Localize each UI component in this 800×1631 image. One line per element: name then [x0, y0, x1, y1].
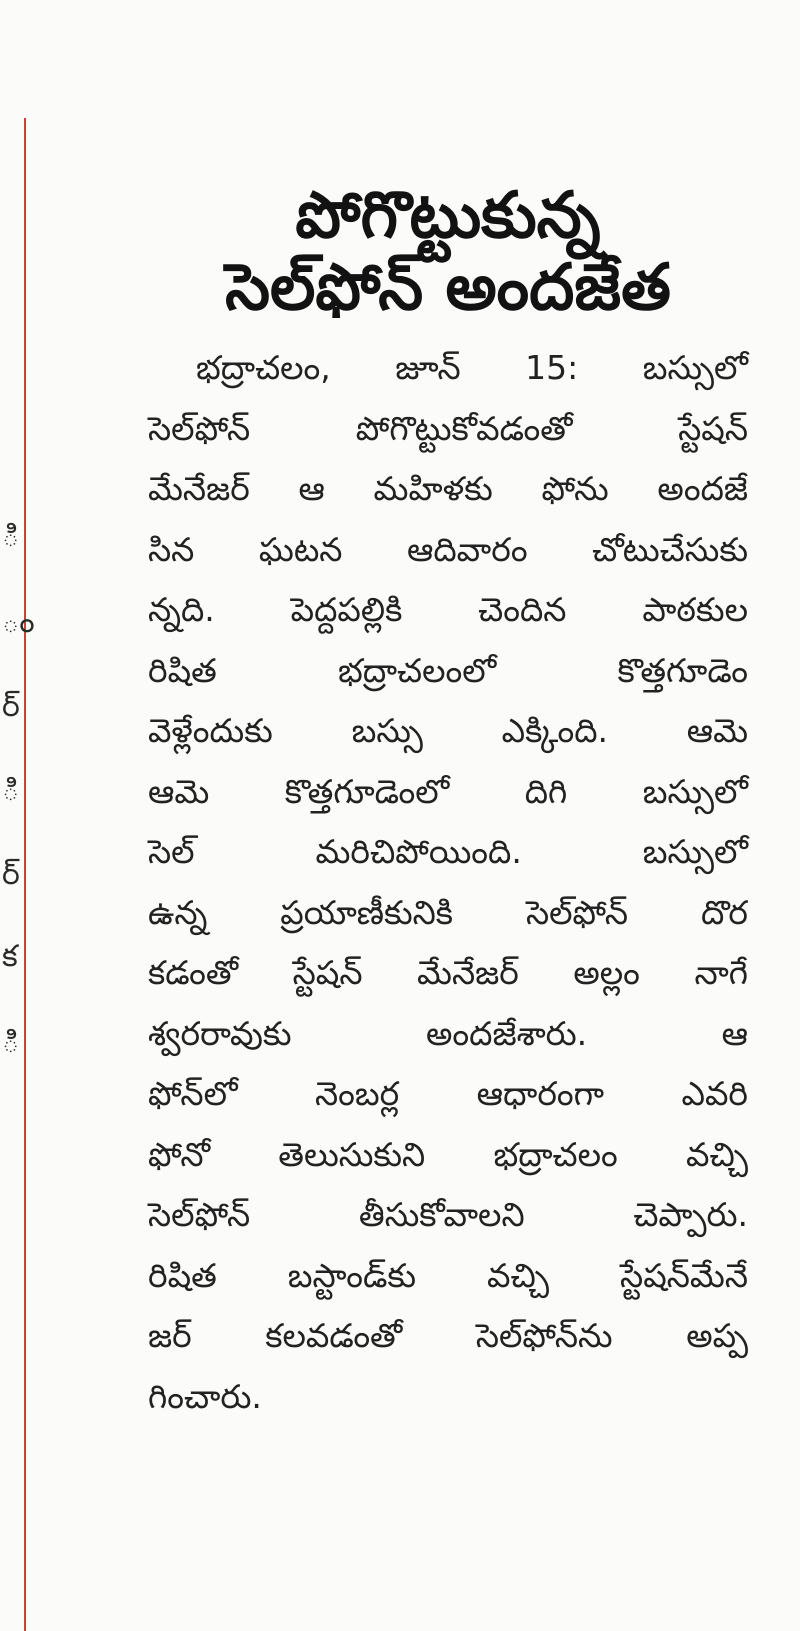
body-line: రిషిత భద్రాచలంలో కొత్తగూడెం	[148, 650, 748, 690]
body-line: కడంతో స్టేషన్‌ మేనేజర్‌ అల్లం నాగే	[148, 953, 748, 992]
body-line: జర్‌ కలవడంతో సెల్‌ఫోన్‌ను అప్ప	[148, 1316, 748, 1355]
left-column-fragment: ి	[2, 519, 20, 554]
left-column-fragment: ర్	[2, 857, 20, 892]
body-line: ఆమె కొత్తగూడెంలో దిగి బస్సులో	[148, 771, 748, 811]
article-body	[148, 338, 748, 1427]
body-line: న్నది. పెద్దపల్లికి చెందిన పాఠకుల	[148, 590, 748, 629]
body-line: సెల్‌ మరిచిపోయింది. బస్సులో	[148, 832, 748, 871]
body-line: గించారు.	[148, 1376, 262, 1416]
body-line: ఉన్న ప్రయాణీకునికి సెల్‌ఫోన్‌ దొర	[148, 892, 748, 932]
body-line: రిషిత బస్టాండ్‌కు వచ్చి స్టేషన్‌మేనే	[148, 1255, 748, 1295]
body-line: శ్వరరావుకు అందజేశారు. ఆ	[148, 1013, 748, 1053]
left-column-fragment: ర్	[2, 689, 20, 724]
body-line: వెళ్లేందుకు బస్సు ఎక్కింది. ఆమె	[148, 711, 748, 750]
left-column-fragment: ి	[2, 773, 20, 808]
left-column-fragment: ి	[2, 1025, 20, 1060]
body-line: సెల్‌ఫోన్‌ తీసుకోవాలని చెప్పారు.	[148, 1195, 748, 1234]
headline-line: సెల్‌ఫోన్‌ అందజేత	[225, 251, 671, 325]
body-line: మేనేజర్‌ ఆ మహిళకు ఫోను అందజే	[148, 469, 748, 508]
news-article	[148, 180, 748, 1427]
left-column-fragment: ం	[2, 605, 35, 640]
body-line: ఫోన్‌లో నెంబర్ల ఆధారంగా ఎవరి	[148, 1074, 748, 1113]
body-line: సిన ఘటన ఆదివారం చోటుచేసుకు	[148, 529, 748, 569]
headline-line: పోగొట్టుకున్న	[295, 179, 601, 253]
body-line: సెల్‌ఫోన్‌ పోగొట్టుకోవడంతో స్టేషన్‌	[148, 408, 748, 448]
left-column-fragment: క	[2, 939, 18, 974]
article-headline	[148, 180, 748, 324]
body-line: భద్రాచలం, జూన్‌ 15: బస్సులో	[196, 348, 748, 387]
body-line: ఫోనో తెలుసుకుని భద్రాచలం వచ్చి	[148, 1134, 748, 1174]
